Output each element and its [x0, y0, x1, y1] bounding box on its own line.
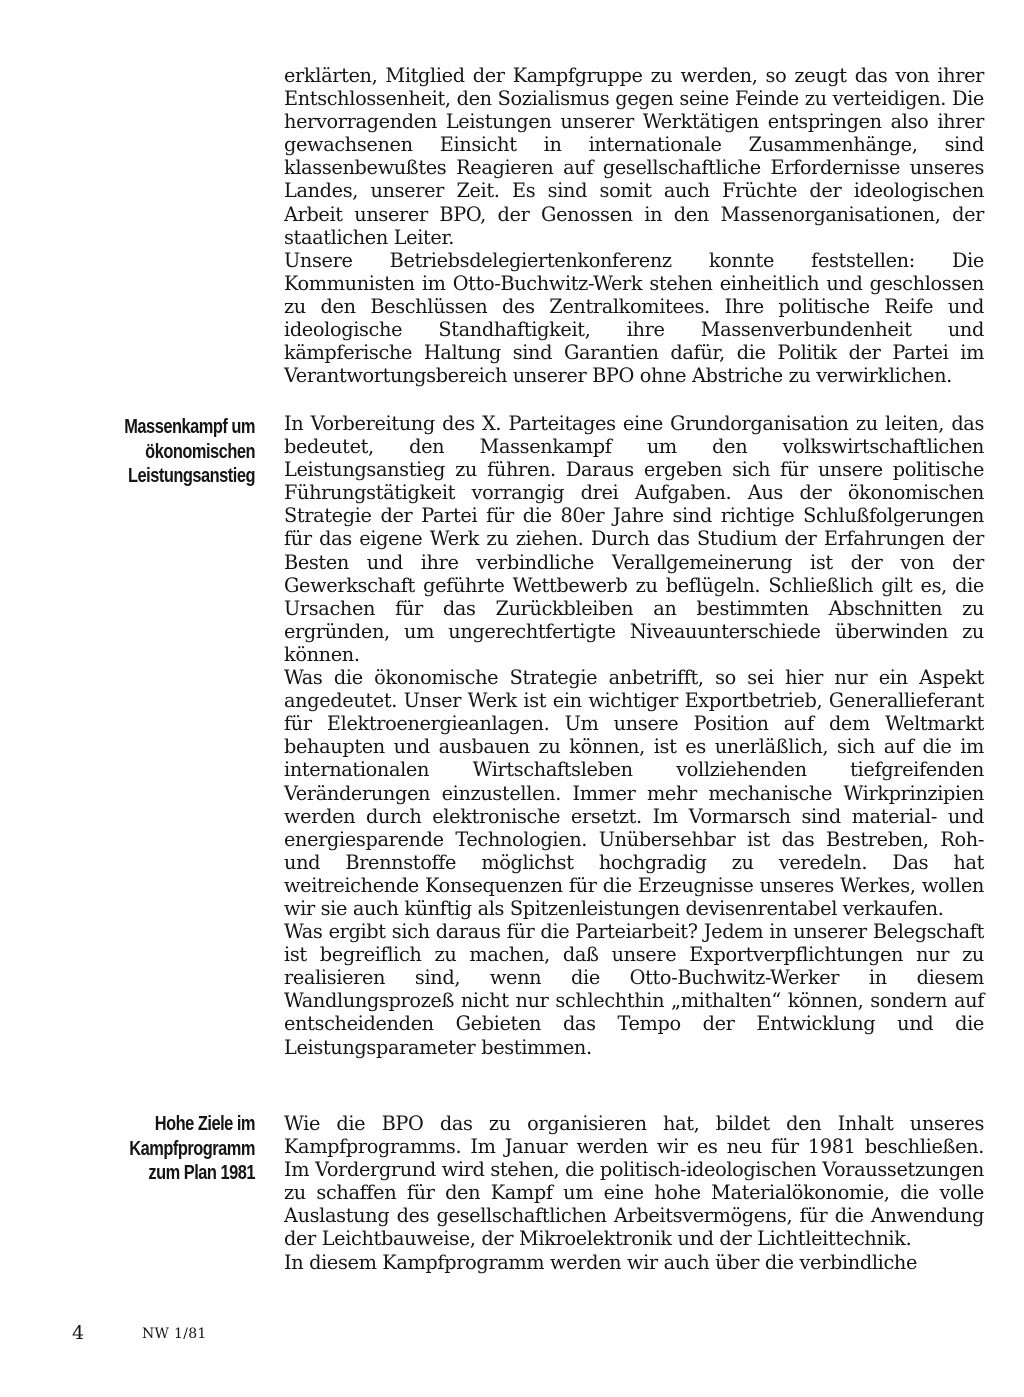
paragraph: Wie die BPO das zu organisieren hat, bildet den Inhalt unseres Kampfprogramms. Im Januar werden wir es neu für 1981 beschließen. Im Vordergrund wird stehen, die politisch-ideologischen Voraussetzungen zu schaffen für den Kampf um eine hohe Materialökonomie, die volle Auslastung des gesellschaftlichen Arbeitsvermögens, für die Anwendung der Leichtbauweise, der Mikroelektronik und der Lichtleittechnik.	[284, 1112, 984, 1251]
side-heading-line: Leistungsanstieg	[128, 465, 255, 487]
page-number: 4	[72, 1322, 85, 1344]
body-text-block-1	[284, 64, 984, 387]
side-heading-line: Massenkampf um	[124, 416, 255, 438]
side-heading-massenkampf	[95, 415, 255, 489]
paragraph: In Vorbereitung des X. Parteitages eine Grundorganisation zu leiten, das bedeutet, den Massenkampf um den volkswirtschaftlichen Leistungsanstieg zu führen. Daraus ergeben sich für unsere politische Führungstätigkeit vorrangig drei Aufgaben. Aus der ökonomischen Strategie der Partei für die 80er Jahre sind richtige Schlußfolgerungen für das eigene Werk zu ziehen. Durch das Studium der Erfahrungen der Besten und ihre verbindliche Verallgemeinerung ist der von der Gewerkschaft geführte Wettbewerb zu beflügeln. Schließlich gilt es, die Ursachen für das Zurückbleiben an bestimmten Abschnitten zu ergründen, um ungerechtfertigte Niveauunterschiede überwinden zu können.	[284, 412, 984, 666]
paragraph: erklärten, Mitglied der Kampfgruppe zu werden, so zeugt das von ihrer Entschlossenheit, den Sozialismus gegen seine Feinde zu verteidigen. Die hervorragenden Leistungen unserer Werktätigen entspringen also ihrer gewachsenen Einsicht in internationale Zusammenhänge, sind klassenbewußtes Reagieren auf gesellschaftliche Erfordernisse unseres Landes, unserer Zeit. Es sind somit auch Früchte der ideologischen Arbeit unserer BPO, der Genossen in den Massenorganisationen, der staatlichen Leiter.	[284, 64, 984, 249]
paragraph: Unsere Betriebsdelegiertenkonferenz konnte feststellen: Die Kommunisten im Otto-Buchwitz-Werk stehen einheitlich und geschlossen zu den Beschlüssen des Zentralkomitees. Ihre politische Reife und ideologische Standhaftigkeit, ihre Massenverbundenheit und kämpferische Haltung sind Garantien dafür, die Politik der Partei im Verantwortungsbereich unserer BPO ohne Abstriche zu verwirklichen.	[284, 248, 984, 388]
issue-label: NW 1/81	[142, 1326, 207, 1342]
side-heading-line: zum Plan 1981	[148, 1162, 255, 1184]
paragraph: Was die ökonomische Strategie anbetrifft, so sei hier nur ein Aspekt angedeutet. Unser Werk ist ein wichtiger Exportbetrieb, Generallieferant für Elektroenergieanlagen. Um unsere Position auf dem Weltmarkt behaupten und ausbauen zu können, ist es unerläßlich, sich auf die im internationalen Wirtschaftsleben vollziehenden tiefgreifenden Veränderungen einzustellen. Immer mehr mechanische Wirkprinzipien werden durch elektronische ersetzt. Im Vormarsch sind material- und energiesparende Technologien. Unübersehbar ist das Bestreben, Roh- und Brennstoffe möglichst hochgradig zu veredeln. Das hat weitreichende Konsequenzen für die Erzeugnisse unseres Werkes, wollen wir sie auch künftig als Spitzenleistungen devisenrentabel verkaufen.	[284, 666, 984, 920]
side-heading-hohe-ziele	[95, 1112, 255, 1186]
body-text-block-2	[284, 412, 984, 1059]
side-heading-line: Kampfprogramm	[129, 1137, 255, 1160]
paragraph: Was ergibt sich daraus für die Parteiarbeit? Jedem in unserer Belegschaft ist begreiflich zu machen, daß unsere Exportverpflichtungen nur zu realisieren sind, wenn die Otto-Buchwitz-Werker in diesem Wandlungsprozeß nicht nur schlechthin „mithalten“ können, sondern auf entscheidenden Gebieten das Tempo der Entwicklung und die Leistungsparameter bestimmen.	[284, 920, 984, 1059]
body-text-block-3	[284, 1112, 984, 1274]
side-heading-line: Hohe Ziele im	[154, 1113, 255, 1135]
paragraph: In diesem Kampfprogramm werden wir auch über die verbindliche	[284, 1250, 918, 1274]
side-heading-line: ökonomischen	[145, 440, 255, 463]
